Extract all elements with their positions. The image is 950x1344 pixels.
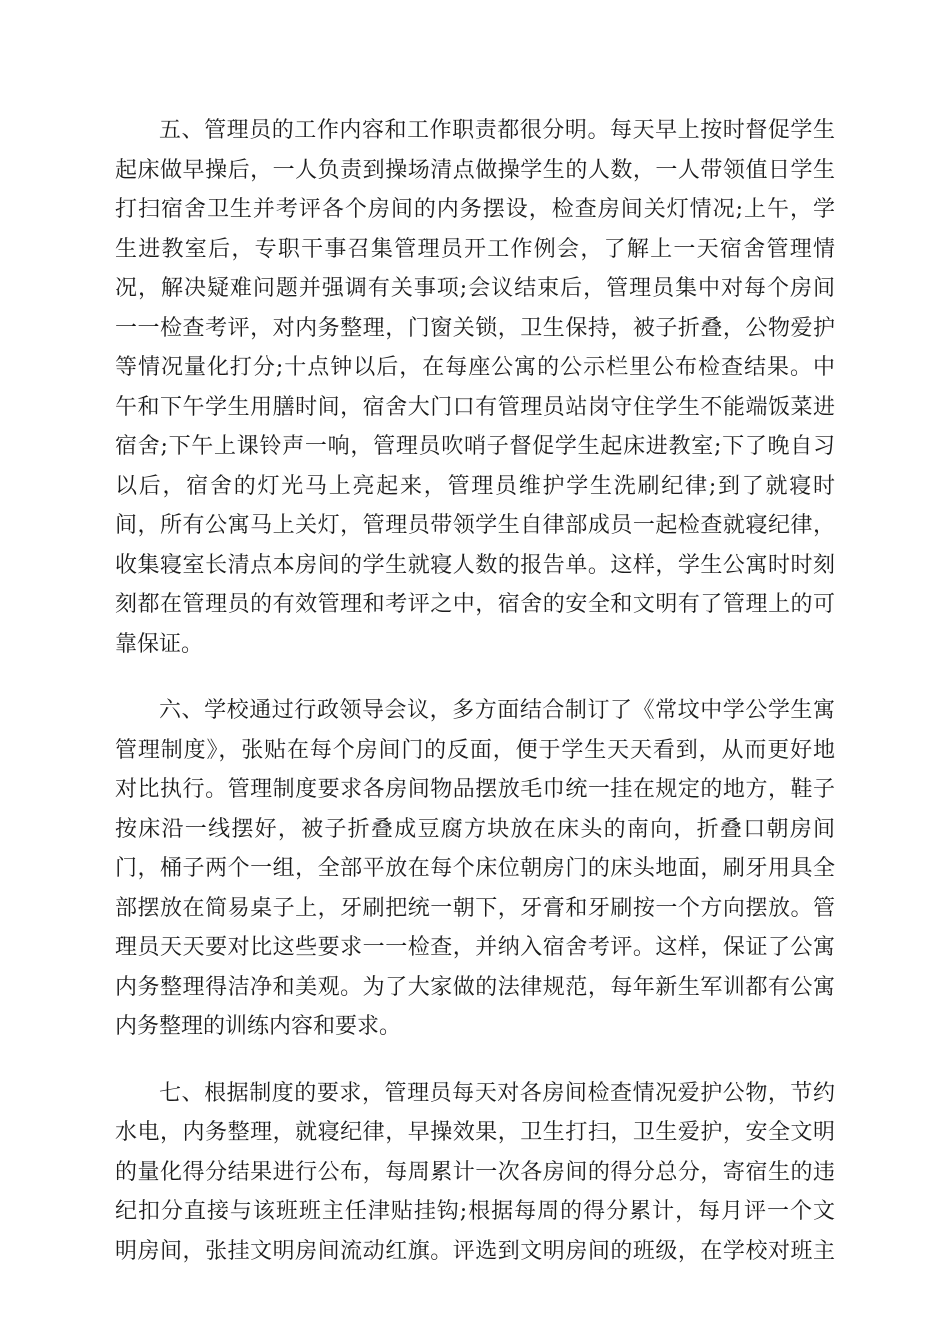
paragraph-line: 午和下午学生用膳时间，宿舍大门口有管理员站岗守住学生不能端饭菜进 <box>115 394 835 420</box>
paragraph-line: 打扫宿舍卫生并考评各个房间的内务摆设，检查房间关灯情况;上午，学 <box>115 197 835 222</box>
paragraph-line: 况，解决疑难问题并强调有关事项;会议结束后，管理员集中对每个房间 <box>115 276 835 301</box>
document-body <box>115 111 835 1271</box>
paragraph-line: 对比执行。管理制度要求各房间物品摆放毛巾统一挂在规定的地方，鞋子 <box>115 777 835 802</box>
paragraph-line: 内务整理的训练内容和要求。 <box>115 1014 402 1039</box>
paragraph-line: 起床做早操后，一人负责到操场清点做操学生的人数，一人带领值日学生 <box>115 157 835 183</box>
paragraph-line: 以后，宿舍的灯光马上亮起来，管理员维护学生洗刷纪律;到了就寝时 <box>115 473 835 499</box>
paragraph-line: 按床沿一线摆好，被子折叠成豆腐方块放在床头的南向，折叠口朝房间 <box>115 816 835 842</box>
paragraph-line: 间，所有公寓马上关灯，管理员带领学生自律部成员一起检查就寝纪律， <box>115 513 835 538</box>
paragraph-7 <box>115 1074 835 1272</box>
paragraph-line: 刻都在管理员的有效管理和考评之中，宿舍的安全和文明有了管理上的可 <box>115 592 835 617</box>
paragraph-6 <box>115 691 835 1047</box>
paragraph-line: 等情况量化打分;十点钟以后，在每座公寓的公示栏里公布检查结果。中 <box>115 355 835 380</box>
paragraph-line: 部摆放在简易桌子上，牙刷把统一朝下，牙膏和牙刷按一个方向摆放。管 <box>115 895 835 921</box>
paragraph-line: 理员天天要对比这些要求一一检查，并纳入宿舍考评。这样，保证了公寓 <box>115 935 835 960</box>
paragraph-line: 六、学校通过行政领导会议，多方面结合制订了《常坟中学公学生寓 <box>159 698 835 723</box>
paragraph-line: 收集寝室长清点本房间的学生就寝人数的报告单。这样，学生公寓时时刻 <box>115 552 835 578</box>
paragraph-line: 五、管理员的工作内容和工作职责都很分明。每天早上按时督促学生 <box>159 118 835 143</box>
paragraph-line: 内务整理得洁净和美观。为了大家做的法律规范，每年新生军训都有公寓 <box>115 974 835 1000</box>
paragraph-line: 靠保证。 <box>115 631 204 657</box>
paragraph-line: 生进教室后，专职干事召集管理员开工作例会，了解上一天宿舍管理情 <box>115 236 835 262</box>
paragraph-line: 管理制度》，张贴在每个房间门的反面，便于学生天天看到，从而更好地 <box>115 737 835 763</box>
paragraph-line: 一一检查考评，对内务整理，门窗关锁，卫生保持，被子折叠，公物爱护 <box>115 315 835 341</box>
paragraph-line: 宿舍;下午上课铃声一响，管理员吹哨子督促学生起床进教室;下了晚自习 <box>115 434 835 459</box>
paragraph-5 <box>115 111 835 664</box>
paragraph-line: 七、根据制度的要求，管理员每天对各房间检查情况爱护公物，节约 <box>159 1080 835 1106</box>
paragraph-line: 纪扣分直接与该班班主任津贴挂钩;根据每周的得分累计，每月评一个文 <box>115 1199 835 1224</box>
paragraph-line: 明房间，张挂文明房间流动红旗。评选到文明房间的班级，在学校对班主 <box>115 1238 835 1264</box>
paragraph-line: 水电，内务整理，就寝纪律，早操效果，卫生打扫，卫生爱护，安全文明 <box>115 1120 835 1145</box>
paragraph-line: 的量化得分结果进行公布，每周累计一次各房间的得分总分，寄宿生的违 <box>115 1159 835 1185</box>
paragraph-line: 门，桶子两个一组，全部平放在每个床位朝房门的床头地面，刷牙用具全 <box>115 856 835 881</box>
